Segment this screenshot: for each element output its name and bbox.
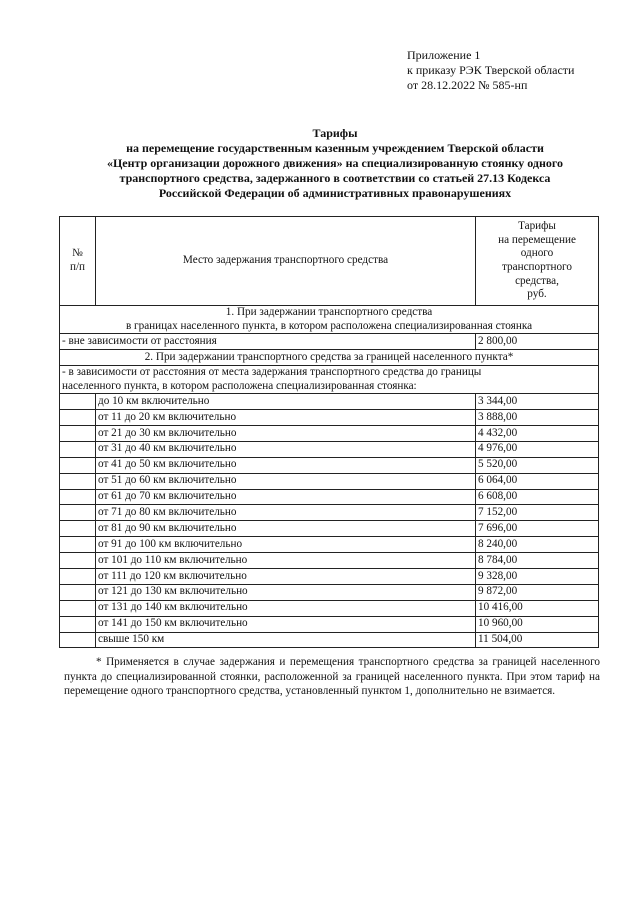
section-2-note: [60, 365, 599, 393]
header-tariff-line: транспортного: [502, 261, 572, 273]
row-value: 3 888,00: [476, 410, 599, 426]
title-line: на перемещение государственным казенным учреждением Тверской области: [126, 141, 544, 155]
row-value: 3 344,00: [476, 394, 599, 410]
row-number-cell: [60, 553, 96, 569]
row-label: от 121 до 130 км включительно: [96, 584, 476, 600]
table-row: [60, 457, 599, 473]
row-number-cell: [60, 600, 96, 616]
section-2-row: [60, 350, 599, 366]
table-row: [60, 441, 599, 457]
header-tariff: [476, 217, 599, 306]
document-title: [40, 126, 627, 201]
row-number-cell: [60, 505, 96, 521]
section-1-row: [60, 306, 599, 334]
row-value: 6 064,00: [476, 473, 599, 489]
table-row: [60, 600, 599, 616]
row-label: от 61 до 70 км включительно: [96, 489, 476, 505]
row-value: 9 872,00: [476, 584, 599, 600]
row-number-cell: [60, 632, 96, 648]
header-number: [60, 217, 96, 306]
row-label: свыше 150 км: [96, 632, 476, 648]
row-label: до 10 км включительно: [96, 394, 476, 410]
section-heading-line: 1. При задержании транспортного средства: [225, 306, 433, 318]
row-label: от 71 до 80 км включительно: [96, 505, 476, 521]
row-number-cell: [60, 489, 96, 505]
row-value: 8 784,00: [476, 553, 599, 569]
header-number-line: п/п: [69, 261, 86, 273]
row-value: 4 432,00: [476, 425, 599, 441]
table-row: [60, 616, 599, 632]
table-row: [60, 425, 599, 441]
row-value: 2 800,00: [476, 334, 599, 350]
section-1-heading: [60, 306, 599, 334]
row-value: 9 328,00: [476, 568, 599, 584]
table-row: [60, 410, 599, 426]
section-2-heading: 2. При задержании транспортного средства за границей населенного пункта*: [60, 350, 599, 366]
footnote: * Применяется в случае задержания и перемещения транспортного средства за границей населенного пункта до специализированной стоянки, расположенной за границей населенного пункта. При этом тариф на перемещение одного транспортного средства, установленный пунктом 1, дополнительно не взимается.: [64, 656, 600, 697]
row-value: 8 240,00: [476, 537, 599, 553]
row-label: от 131 до 140 км включительно: [96, 600, 476, 616]
header-number-line: №: [72, 247, 83, 260]
row-label: от 111 до 120 км включительно: [96, 568, 476, 584]
tariff-table: [59, 216, 599, 648]
title-line: Тарифы: [312, 126, 358, 140]
title-line: Российской Федерации об административных правонарушениях: [158, 186, 512, 200]
note-line: - в зависимости от расстояния от места задержания транспортного средства до границы: [62, 365, 482, 378]
row-value: 5 520,00: [476, 457, 599, 473]
row-number-cell: [60, 584, 96, 600]
appendix-line: к приказу РЭК Тверской области: [407, 63, 575, 77]
row-value: 7 696,00: [476, 521, 599, 537]
header-place: Место задержания транспортного средства: [96, 217, 476, 306]
row-number-cell: [60, 410, 96, 426]
header-tariff-line: Тарифы: [518, 220, 556, 233]
section-2-note-row: [60, 365, 599, 393]
table-row: [60, 489, 599, 505]
table-row: [60, 553, 599, 569]
header-tariff-line: одного: [520, 247, 554, 260]
table-row: [60, 473, 599, 489]
row-label: от 81 до 90 км включительно: [96, 521, 476, 537]
distance-rows: [60, 394, 599, 648]
table-row: [60, 632, 599, 648]
table-row: [60, 537, 599, 553]
table-row: [60, 394, 599, 410]
row-number-cell: [60, 537, 96, 553]
table-row: [60, 505, 599, 521]
row-label: от 11 до 20 км включительно: [96, 410, 476, 426]
header-tariff-line: на перемещение: [498, 233, 576, 246]
row-value: 11 504,00: [476, 632, 599, 648]
table-row: [60, 584, 599, 600]
row-label: от 21 до 30 км включительно: [96, 425, 476, 441]
row-value: 10 416,00: [476, 600, 599, 616]
row-number-cell: [60, 568, 96, 584]
header-tariff-line: руб.: [527, 288, 547, 301]
table-row: [60, 521, 599, 537]
row-label: от 91 до 100 км включительно: [96, 537, 476, 553]
note-line: населенного пункта, в котором расположена специализированная стоянка:: [62, 379, 417, 392]
section-heading-line: в границах населенного пункта, в котором расположена специализированная стоянка: [125, 319, 533, 332]
row-label: от 141 до 150 км включительно: [96, 616, 476, 632]
row-value: 4 976,00: [476, 441, 599, 457]
appendix-block: [407, 48, 574, 93]
row-number-cell: [60, 521, 96, 537]
row-label: от 41 до 50 км включительно: [96, 457, 476, 473]
row-label: от 31 до 40 км включительно: [96, 441, 476, 457]
title-line: «Центр организации дорожного движения» на специализированную стоянку одного: [106, 156, 564, 170]
row-value: 6 608,00: [476, 489, 599, 505]
header-tariff-line: средства,: [515, 274, 559, 287]
row-label: от 101 до 110 км включительно: [96, 553, 476, 569]
row-label: - вне зависимости от расстояния: [60, 334, 476, 350]
row-number-cell: [60, 425, 96, 441]
row-number-cell: [60, 616, 96, 632]
row-value: 7 152,00: [476, 505, 599, 521]
row-label: от 51 до 60 км включительно: [96, 473, 476, 489]
row-number-cell: [60, 394, 96, 410]
table-header-row: [60, 217, 599, 306]
row-number-cell: [60, 441, 96, 457]
table-row: [60, 568, 599, 584]
table-row: [60, 334, 599, 350]
row-value: 10 960,00: [476, 616, 599, 632]
appendix-line: Приложение 1: [407, 48, 481, 62]
appendix-line: от 28.12.2022 № 585-нп: [407, 78, 528, 92]
row-number-cell: [60, 473, 96, 489]
title-line: транспортного средства, задержанного в соответствии со статьей 27.13 Кодекса: [119, 171, 551, 185]
row-number-cell: [60, 457, 96, 473]
